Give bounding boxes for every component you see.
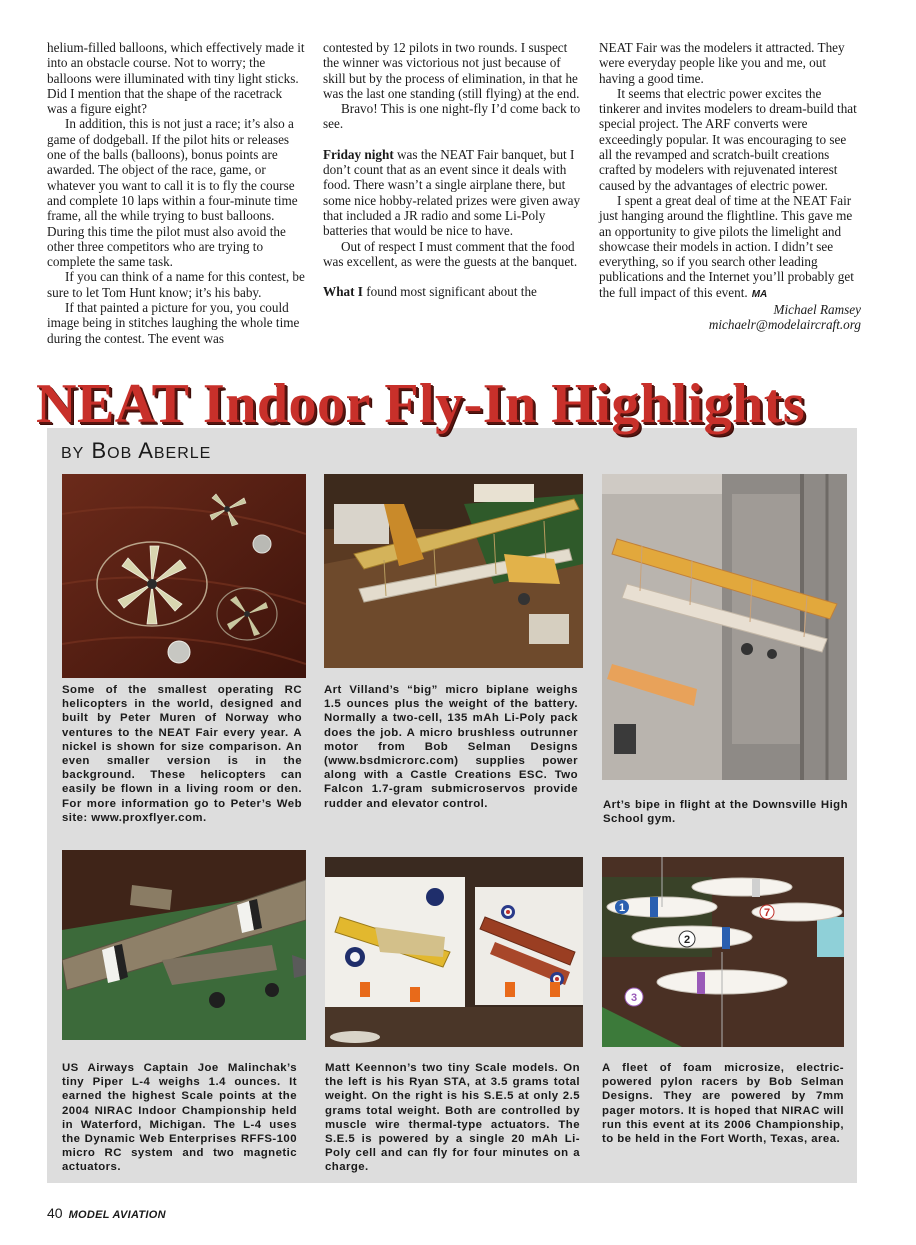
paragraph: In addition, this is not just a race; it’s also a game of dodgeball. If the pilot hits or releases one of the balls (balloons), bonus points are awarded. The object of the race, game, or whatever you want to call it is to fly the course and complete 10 laps within a four-minute time frame, all the while trying to bust balloons. During this time the pilot must also avoid the other three competitors who are trying to complete the same task. (47, 116, 298, 270)
paragraph: If that painted a picture for you, you could image being in stitches laughing the whole time during the contest. The event was (47, 300, 300, 346)
racer-number: 7 (763, 907, 771, 919)
paragraph: I spent a great deal of time at the NEAT Fair just hanging around the flightline. This gave me an opportunity to give pilots the limelight and showcase their models in action. I didn’t see everything, so if you search other leading publications and the Internet you’ll probably get the full impact of this event. MA (599, 192, 854, 300)
racer-number: 1 (618, 902, 626, 914)
caption-piper-l4: US Airways Captain Joe Malinchak’s tiny Piper L-4 weighs 1.4 ounces. It earned the highest Scale points at the 2004 NIRAC Indoor Championship held in Waterford, Michigan. The L-4 uses the Dynamic Web Enterprises RFFS-100 micro RC system and two magnetic actuators. (62, 1062, 297, 1174)
feature-title: NEAT Indoor Fly-In Highlights (36, 373, 806, 435)
run-in-lead: What I (323, 284, 363, 300)
article-column-1 (47, 40, 305, 346)
magazine-name: MODEL AVIATION (68, 1209, 166, 1221)
page-folio (47, 1205, 166, 1221)
photo-piper-l4 (62, 850, 306, 1040)
feature-byline: BY BOB ABERLE (61, 438, 212, 463)
paragraph: What I found most significant about the (323, 284, 537, 300)
caption-micro-biplane: Art Villand’s “big” micro biplane weighs 1.5 ounces plus the weight of the battery. Normally a two-cell, 135 mAh Li-Poly pack does the job. A micro brushless outrunner motor from Bob Selman Designs (www.bsdmicrorc.com) supplies power along with a Castle Creations ESC. Two Falcon 1.7-gram submicroservos provide rudder and elevator control. (324, 684, 578, 810)
caption-pylon-racers: A fleet of foam microsize, electric-powered pylon racers by Bob Selman Designs. They are powered by 7mm pager motors. It is hoped that NIRAC will run this event at its 2006 Championship, to be held in the Fort Worth, Texas, area. (602, 1062, 844, 1146)
author-email: michaelr@modelaircraft.org (708, 317, 861, 333)
article-column-2 (323, 40, 581, 299)
photo-scale-models (325, 857, 583, 1047)
article-column-3 (599, 40, 861, 333)
paragraph: contested by 12 pilots in two rounds. I suspect the winner was victorious not just because of skill but by the process of elimination, in that he was the last one standing (still flying) at the end. (323, 40, 580, 101)
racer-number: 2 (683, 934, 691, 946)
page-number: 40 (47, 1205, 63, 1221)
author-name: Michael Ramsey (773, 302, 861, 318)
paragraph: If you can think of a name for this contest, be sure to let Tom Hunt know; it’s his baby. (47, 269, 305, 300)
photo-micro-biplane (324, 474, 583, 668)
racer-number: 3 (630, 992, 638, 1004)
paragraph: helium-filled balloons, which effectively made it into an obstacle course. Not to worry; the balloons were illuminated with tiny light sticks. Did I mention that the shape of the racetrack was a figure eight? (47, 40, 305, 117)
caption-scale-models: Matt Keennon’s two tiny Scale models. On the left is his Ryan STA, at 3.5 grams total weight. On the right is his S.E.5 at only 2.5 grams total weight. Both are controlled by muscle wire thermal-type actuators. The S.E.5 is powered by a single 20 mAh Li-Poly cell and can fly for four minutes on a charge. (325, 1062, 580, 1174)
paragraph: Out of respect I must comment that the food was excellent, as were the guests at the banquet. (323, 238, 578, 269)
paragraph: Friday night was the NEAT Fair banquet, but I don’t count that as an event since it deals with food. There wasn’t a single airplane there, but some nice hobby-related prizes were given away that included a JR radio and some Li-Poly batteries that would be nice to have. (323, 146, 581, 239)
paragraph: NEAT Fair was the modelers it attracted. They were everyday people like you and me, out having a good time. (599, 40, 845, 86)
photo-pylon-racers (602, 857, 844, 1047)
end-mark: MA (751, 288, 768, 300)
caption-micro-helicopters: Some of the smallest operating RC helicopters in the world, designed and built by Peter Muren of Norway who ventures to the NEAT Fair every year. A nickel is shown for size comparison. An even smaller version is in the background. These helicopters can easily be flown in a living room or den. For more information go to Peter’s Web site: www.proxflyer.com. (62, 684, 302, 824)
caption-biplane-in-flight: Art’s bipe in flight at the Downsville High School gym. (603, 799, 848, 826)
photo-micro-helicopters (62, 474, 306, 678)
paragraph: Bravo! This is one night-fly I’d come back to see. (323, 101, 581, 132)
photo-biplane-in-flight (602, 474, 847, 780)
paragraph: It seems that electric power excites the tinkerer and invites modelers to dream-build that special project. The ARF converts were exceedingly popular. It was encouraging to see all the revamped and scratch-built creations crafted by modelers with rejuvenated interest caused by the advantages of electric power. (599, 85, 857, 193)
run-in-lead: Friday night (323, 146, 394, 162)
